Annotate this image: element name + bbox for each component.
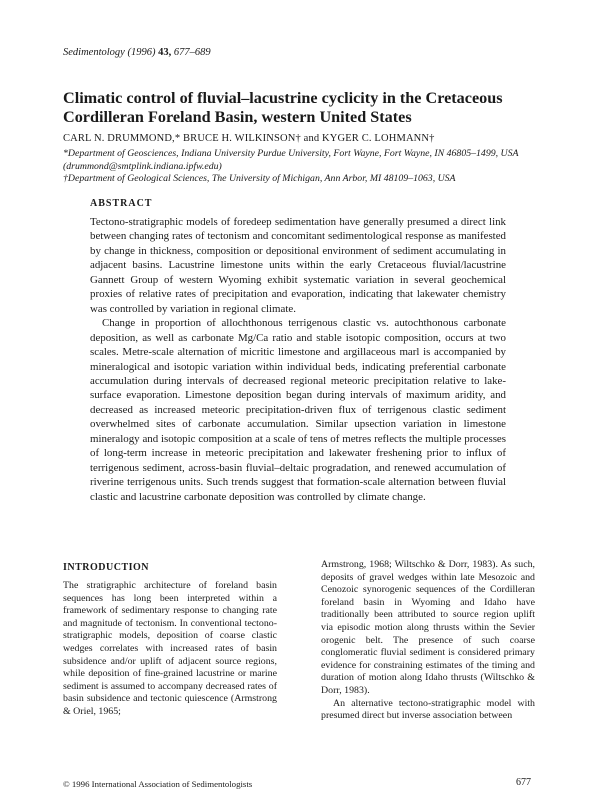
intro-paragraph: Armstrong, 1968; Wiltschko & Dorr, 1983). As such, deposits of gravel wedges within late Mesozoic and Cenozoic synorogenic sequences of the Cordilleran foreland basin in Wyoming and Idaho have traditionally been attributed to source region uplift via episodic motion along thrusts within the Sevier orogenic belt. The presence of such coarse conglomeratic fluvial sediment is considered primary evidence for constraining estimates of the timing and duration of motion along Idaho thrusts (Wiltschko & Dorr, 1983). (321, 559, 535, 696)
affiliations (63, 148, 553, 186)
abstract-heading: ABSTRACT (90, 198, 153, 209)
intro-paragraph: The stratigraphic architecture of foreland basin sequences has long been interpreted within a framework of sedimentary response to changing rate and magnitude of tectonism. In conventional tectono-stratigraphic models, deposition of coarse clastic wedges correlates with increased rates of basin subsidence and/or uplift of adjacent source regions, while deposition of fine-grained lacustrine or marine sediment is assumed to accompany decreased rates of basin subsidence and tectonic quiescence (Armstrong & Oriel, 1965; (63, 580, 277, 717)
intro-paragraph: An alternative tectono-stratigraphic model with presumed direct but inverse association between (321, 697, 535, 722)
abstract-paragraph: Tectono-stratigraphic models of foredeep sedimentation have generally presumed a direct link between changing rates of tectonism and concomitant sedimentological response as manifested by change in thickness, composition or depositional environment of sediment accumulating in adjacent basins. Lacustrine limestone units within the early Cretaceous fluvial/lacustrine Gannett Group of western Wyoming exhibit systematic variation in several geochemical proxies of relative rates of precipitation and evaporation, indicating that lakewater chemistry was controlled by variation in regional climate. (90, 216, 506, 315)
article-authors: CARL N. DRUMMOND,* BRUCE H. WILKINSON† and KYGER C. LOHMANN† (63, 133, 435, 144)
affiliation-1: *Department of Geosciences, Indiana University Purdue University, Fort Wayne, Fort Wayne, IN 46805–1499, USA (drummond@smtplink.indiana.ipfw.edu) (63, 148, 519, 172)
abstract-body (90, 215, 506, 504)
article-title: Climatic control of fluvial–lacustrine cyclicity in the Cretaceous Cordilleran Foreland Basin, western United States (63, 89, 503, 126)
journal-name: Sedimentology (63, 47, 125, 58)
introduction-heading: INTRODUCTION (63, 562, 150, 573)
journal-volume: 43, (158, 47, 172, 58)
page-number: 677 (516, 777, 531, 788)
journal-year: (1996) (127, 47, 156, 58)
intro-left-column (63, 580, 277, 719)
intro-right-column (321, 559, 535, 723)
journal-citation (63, 47, 211, 58)
affiliation-2: †Department of Geological Sciences, The University of Michigan, Ann Arbor, MI 48109–1063, USA (63, 173, 456, 184)
journal-pages: 677–689 (173, 47, 211, 58)
copyright-notice: © 1996 International Association of Sedimentologists (63, 779, 253, 789)
abstract-paragraph: Change in proportion of allochthonous terrigenous clastic vs. autochthonous carbonate deposition, as well as carbonate Mg/Ca ratio and stable isotopic composition, occurs at two scales. Metre-scale alternation of micritic limestone and argillaceous marl is accompanied by mineralogical and isotopic variation within individual beds, indicating preferential carbonate accumulation during intervals of decreased regional meteoric precipitation relative to lake-surface evaporation. Limestone deposition began during intervals of maximum aridity, and decreased as increased meteoric precipitation-driven flux of terrigenous clastic sediment overwhelmed sites of carbonate accumulation. Similar upsection variation in limestone mineralogy and isotopic composition at a scale of tens of metres reflects the multiple processes of long-term increase in meteoric precipitation and lakewater freshening prior to influx of terrigenous sediment, across-basin fluvial–deltaic progradation, and renewed accumulation of riverine terrigenous units. Such trends suggest that formation-scale alternation between fluvial clastic and lacustrine carbonate deposition was controlled by climate change. (90, 317, 506, 503)
